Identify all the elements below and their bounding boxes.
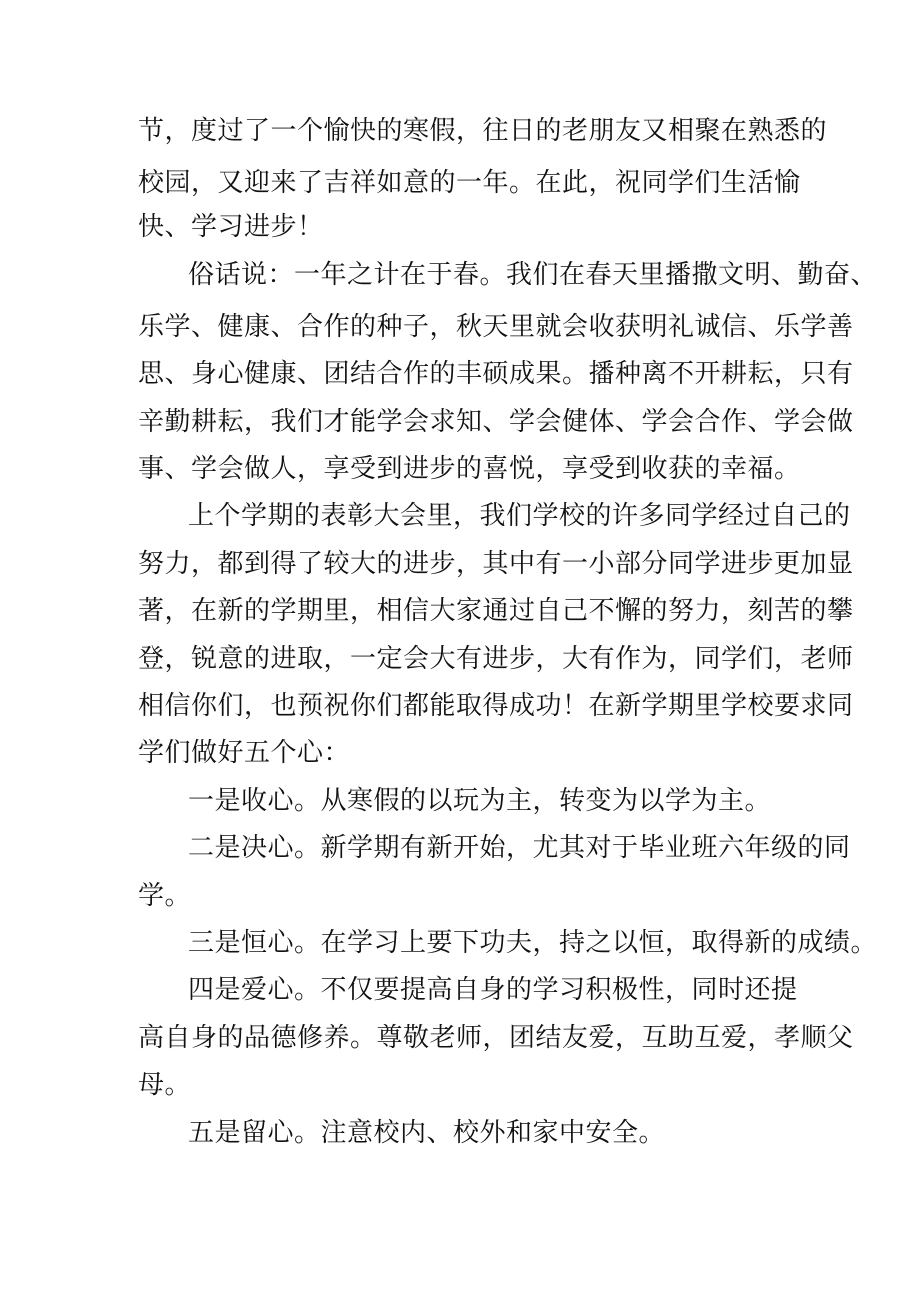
text-line: 乐学、健康、合作的种子，秋天里就会收获明礼诚信、乐学善: [138, 312, 854, 342]
text-line: 著，在新的学期里，相信大家通过自己不懈的努力，刻苦的攀: [138, 596, 854, 626]
text-line: 高自身的品德修养。尊敬老师，团结友爱，互助互爱，孝顺父: [138, 1023, 854, 1053]
text-line: 节，度过了一个愉快的寒假，往日的老朋友又相聚在熟悉的: [138, 116, 828, 146]
text-line: 辛勤耕耘，我们才能学会求知、学会健体、学会合作、学会做: [138, 407, 854, 437]
text-line: 思、身心健康、团结合作的丰硕成果。播种离不开耕耘，只有: [138, 359, 854, 389]
text-line: 五是留心。注意校内、校外和家中安全。: [188, 1118, 666, 1148]
text-line: 校园，又迎来了吉祥如意的一年。在此，祝同学们生活愉: [138, 168, 801, 198]
text-line: 学。: [138, 881, 192, 911]
text-line: 努力，都到得了较大的进步，其中有一小部分同学进步更加显: [138, 549, 854, 579]
text-line: 学们做好五个心：: [138, 738, 351, 768]
text-line: 登，锐意的进取，一定会大有进步，大有作为，同学们，老师: [138, 644, 854, 674]
text-line: 二是决心。新学期有新开始，尤其对于毕业班六年级的同: [188, 833, 851, 863]
text-line: 母。: [138, 1070, 192, 1100]
text-line: 相信你们，也预祝你们都能取得成功！在新学期里学校要求同: [138, 691, 854, 721]
text-line: 事、学会做人，享受到进步的喜悦，享受到收获的幸福。: [138, 454, 801, 484]
text-line: 一是收心。从寒假的以玩为主，转变为以学为主。: [188, 786, 772, 816]
text-line: 三是恒心。在学习上要下功夫，持之以恒，取得新的成绩。: [188, 928, 878, 958]
text-line: 俗话说：一年之计在于春。我们在春天里播撒文明、勤奋、: [188, 260, 878, 290]
text-line: 上个学期的表彰大会里，我们学校的许多同学经过自己的: [188, 501, 851, 531]
text-line: 快、学习进步！: [138, 212, 324, 242]
text-line: 四是爱心。不仅要提高自身的学习积极性，同时还提: [188, 975, 798, 1005]
